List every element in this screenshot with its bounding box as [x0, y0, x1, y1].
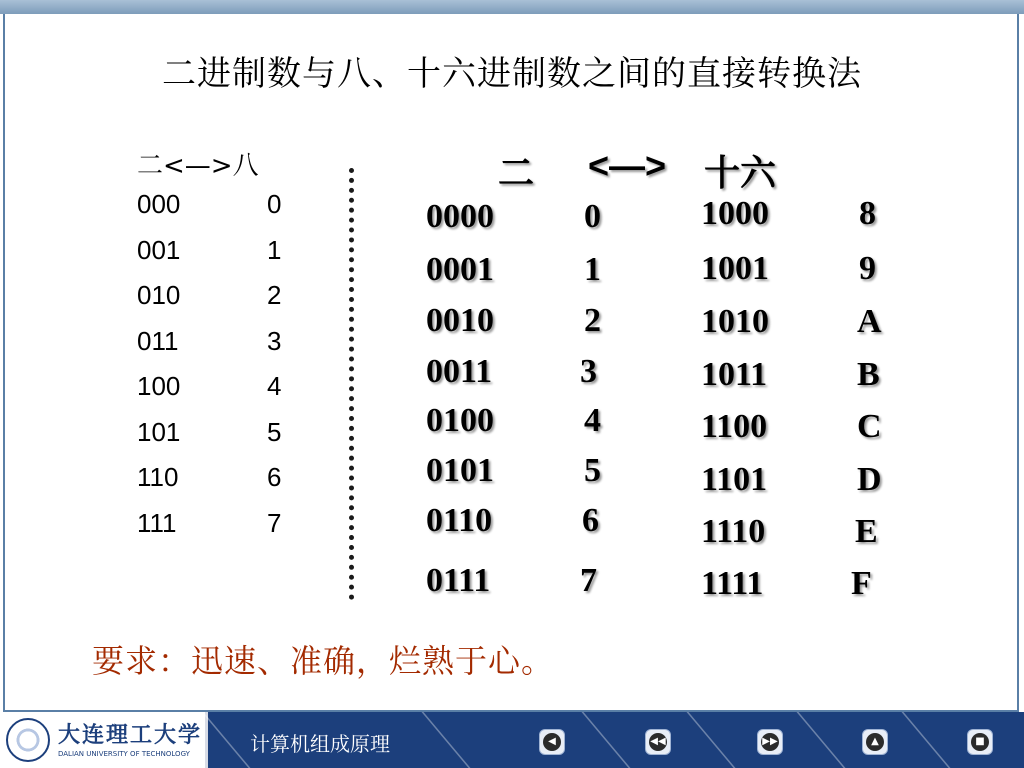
- octal-table: [137, 150, 297, 546]
- home-button[interactable]: [862, 729, 888, 755]
- hex-value: B: [857, 356, 880, 393]
- hex-value: F: [851, 565, 872, 602]
- next-button[interactable]: [757, 729, 783, 755]
- decorative-stripe: [582, 712, 631, 768]
- hex-value: 9: [859, 250, 876, 287]
- binary-value: 0000: [426, 198, 494, 235]
- octal-row: [137, 364, 297, 410]
- binary-value: 0010: [426, 302, 494, 339]
- hex-row: [701, 408, 882, 446]
- hex-value: 6: [582, 502, 599, 539]
- hex-value: D: [857, 461, 882, 498]
- octal-table-header: 二<—>八: [137, 151, 259, 181]
- binary-value: 0111: [426, 562, 491, 599]
- hex-row: [426, 251, 601, 289]
- binary-value: 1001: [701, 250, 769, 287]
- hex-header-binary: 二: [498, 153, 535, 194]
- sound-button[interactable]: [539, 729, 565, 755]
- octal-value: 0: [267, 189, 282, 219]
- hex-row: [701, 303, 882, 341]
- octal-value: 2: [267, 280, 282, 310]
- hex-header-arrow: <—>: [588, 145, 667, 186]
- binary-value: 0011: [426, 353, 493, 390]
- octal-row: [137, 182, 297, 228]
- binary-value: 101: [137, 416, 181, 447]
- binary-value: 0001: [426, 251, 494, 288]
- hex-row: [426, 353, 597, 391]
- binary-value: 0101: [426, 452, 494, 489]
- hex-row: [701, 513, 878, 551]
- binary-value: 001: [137, 234, 181, 265]
- octal-row: [137, 273, 297, 319]
- hex-row: [426, 502, 599, 540]
- hex-value: 3: [580, 353, 597, 390]
- octal-value: 4: [267, 371, 282, 401]
- university-name: 大连理工大学: [58, 722, 203, 748]
- hex-value: 5: [584, 452, 601, 489]
- binary-value: 1011: [701, 356, 768, 393]
- decorative-stripe: [422, 712, 471, 768]
- binary-value: 000: [137, 189, 181, 219]
- hex-value: 8: [859, 195, 876, 232]
- fast-forward-icon: ▶▶: [761, 733, 779, 751]
- octal-row: [137, 410, 297, 456]
- binary-value: 1010: [701, 303, 769, 340]
- university-seal-icon: [6, 718, 50, 762]
- decorative-stripe: [202, 712, 251, 768]
- requirement-note: 要求：迅速、准确，烂熟于心。: [92, 642, 555, 680]
- binary-value: 1111: [701, 565, 764, 602]
- hex-row: [426, 562, 597, 600]
- octal-row: [137, 501, 297, 547]
- octal-value: 3: [267, 325, 282, 356]
- hex-value: 4: [584, 402, 601, 439]
- binary-value: 111: [137, 507, 177, 538]
- binary-value: 1101: [701, 461, 768, 498]
- hex-row: [426, 402, 601, 440]
- rewind-icon: ◀◀: [649, 733, 667, 751]
- binary-value: 0110: [426, 502, 493, 539]
- octal-row: [137, 319, 297, 365]
- university-name-english: DALIAN UNIVERSITY OF TECHNOLOGY: [58, 750, 190, 758]
- octal-value: 7: [267, 507, 282, 538]
- end-button[interactable]: [967, 729, 993, 755]
- hex-value: A: [857, 303, 882, 340]
- binary-value: 110: [137, 462, 179, 492]
- slide-title: 二进制数与八、十六进制数之间的直接转换法: [162, 54, 862, 94]
- hex-row: [426, 302, 601, 340]
- binary-value: 1000: [701, 195, 769, 232]
- binary-value: 1100: [701, 408, 768, 445]
- octal-value: 1: [267, 234, 282, 265]
- hex-row: [701, 461, 882, 499]
- decorative-stripe: [902, 712, 951, 768]
- hex-header-hexadecimal: 十六: [704, 153, 777, 194]
- binary-value: 1110: [701, 513, 766, 550]
- dotted-divider: [349, 168, 354, 600]
- hex-row: [701, 356, 880, 394]
- decorative-stripe: [687, 712, 736, 768]
- stop-icon: ■: [971, 733, 989, 751]
- hex-row: [426, 452, 601, 490]
- octal-row: [137, 455, 297, 501]
- top-bar: [0, 0, 1024, 14]
- footer-bar: [0, 712, 1024, 768]
- hex-row: [701, 565, 872, 603]
- octal-value: 5: [267, 416, 282, 447]
- hex-row: [426, 198, 601, 236]
- course-name: 计算机组成原理: [250, 732, 390, 756]
- university-logo: [0, 712, 208, 768]
- prev-button[interactable]: [645, 729, 671, 755]
- speaker-icon: ◀: [543, 733, 561, 751]
- hex-value: C: [857, 408, 882, 445]
- decorative-stripe: [797, 712, 846, 768]
- binary-value: 011: [137, 325, 179, 356]
- up-arrow-icon: ▲: [866, 733, 884, 751]
- hex-value: 7: [580, 562, 597, 599]
- binary-value: 0100: [426, 402, 494, 439]
- octal-row: [137, 228, 297, 274]
- binary-value: 010: [137, 280, 181, 310]
- hex-row: [701, 195, 876, 233]
- hex-value: 1: [584, 251, 601, 288]
- hex-value: E: [855, 513, 878, 550]
- binary-value: 100: [137, 371, 181, 401]
- hex-value: 2: [584, 302, 601, 339]
- octal-value: 6: [267, 462, 282, 492]
- hex-value: 0: [584, 198, 601, 235]
- hex-row: [701, 250, 876, 288]
